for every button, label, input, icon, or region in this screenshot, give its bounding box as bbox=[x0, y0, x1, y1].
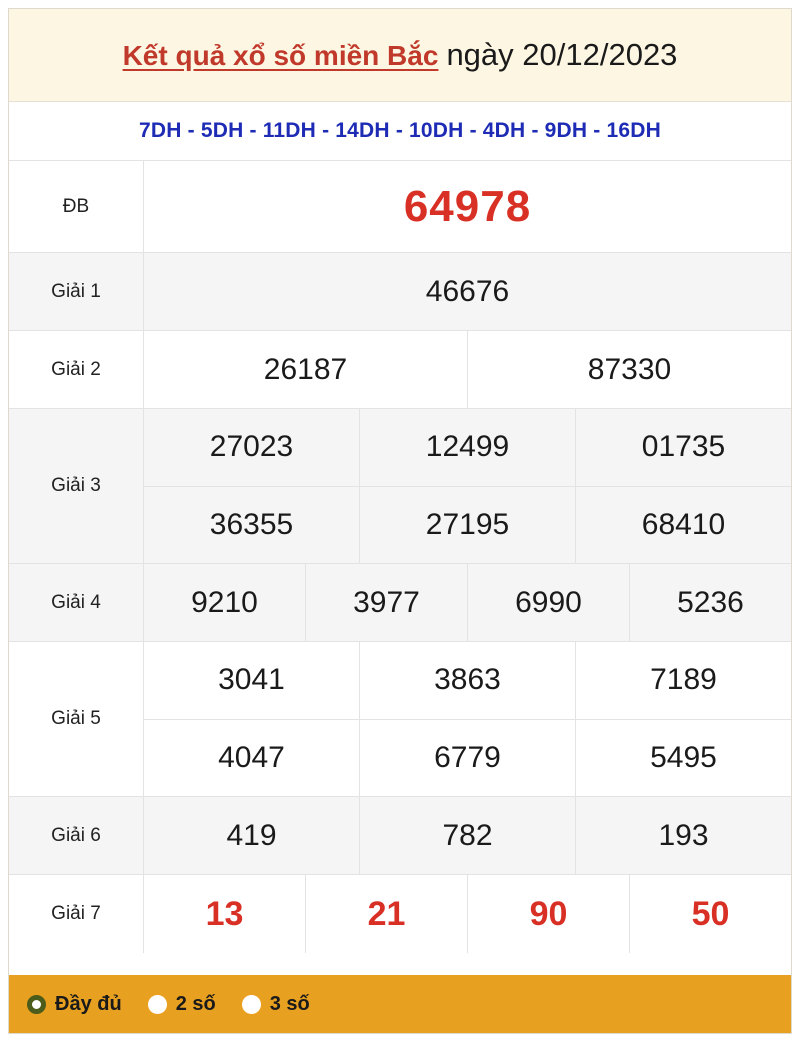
prize-number: 27023 bbox=[144, 409, 360, 486]
results-table bbox=[9, 161, 791, 975]
prize-number: 46676 bbox=[425, 274, 510, 308]
prize-values-g5 bbox=[144, 642, 791, 796]
prize-label-g1: Giải 1 bbox=[9, 253, 144, 330]
prize-number: 3863 bbox=[360, 642, 576, 719]
table-row-db bbox=[9, 161, 791, 253]
prize-number: 419 bbox=[144, 797, 360, 874]
prize-number: 64978 bbox=[403, 181, 532, 231]
prize-number: 12499 bbox=[360, 409, 576, 486]
prize-number: 5236 bbox=[677, 585, 744, 619]
prize-values-g7 bbox=[144, 875, 791, 953]
option-2-digits[interactable] bbox=[148, 993, 216, 1016]
prize-number: 7189 bbox=[650, 663, 717, 697]
province-codes-row: 7DH - 5DH - 11DH - 14DH - 10DH - 4DH - 9DH - 16DH bbox=[9, 102, 791, 161]
prize-number: 193 bbox=[658, 818, 709, 852]
prize-number: 13 bbox=[144, 875, 306, 953]
table-row-g3 bbox=[9, 409, 791, 564]
prize-label-g3: Giải 3 bbox=[9, 409, 144, 563]
prize-number: 4047 bbox=[144, 720, 360, 797]
lottery-result-card bbox=[8, 8, 792, 1034]
option-3-digits[interactable] bbox=[242, 993, 310, 1016]
header-title-group bbox=[123, 37, 678, 73]
option-full[interactable] bbox=[27, 993, 122, 1016]
prize-number: 3041 bbox=[144, 642, 360, 719]
prize-number: 21 bbox=[306, 875, 468, 953]
table-row-g2 bbox=[9, 331, 791, 409]
prize-number: 01735 bbox=[641, 430, 726, 464]
prize-number: 90 bbox=[468, 875, 630, 953]
prize-number: 6779 bbox=[360, 720, 576, 797]
radio-unselected-icon[interactable] bbox=[242, 995, 261, 1014]
prize-number: 36355 bbox=[144, 487, 360, 564]
prize-label-db: ĐB bbox=[9, 161, 144, 252]
display-mode-options bbox=[9, 975, 791, 1033]
prize-values-g2 bbox=[144, 331, 791, 408]
option-label: 2 số bbox=[175, 992, 216, 1015]
prize-number: 6990 bbox=[468, 564, 630, 641]
prize-values-g1 bbox=[144, 253, 791, 330]
prize-number: 26187 bbox=[144, 331, 468, 408]
prize-label-g6: Giải 6 bbox=[9, 797, 144, 874]
prize-values-g6 bbox=[144, 797, 791, 874]
prize-number: 68410 bbox=[641, 507, 726, 541]
prize-values-g4 bbox=[144, 564, 791, 641]
prize-number: 9210 bbox=[144, 564, 306, 641]
prize-label-g2: Giải 2 bbox=[9, 331, 144, 408]
prize-number: 782 bbox=[360, 797, 576, 874]
table-row-g7 bbox=[9, 875, 791, 953]
result-header bbox=[9, 9, 791, 102]
prize-label-g5: Giải 5 bbox=[9, 642, 144, 796]
radio-selected-icon[interactable] bbox=[27, 995, 46, 1014]
table-row-g5 bbox=[9, 642, 791, 797]
prize-number: 50 bbox=[691, 894, 730, 933]
prize-values-db bbox=[144, 161, 791, 252]
table-row-g1 bbox=[9, 253, 791, 331]
prize-label-g7: Giải 7 bbox=[9, 875, 144, 953]
table-row-g6 bbox=[9, 797, 791, 875]
prize-values-g3 bbox=[144, 409, 791, 563]
table-row-g4 bbox=[9, 564, 791, 642]
prize-number: 5495 bbox=[650, 740, 717, 774]
option-label: Đầy đủ bbox=[55, 992, 122, 1015]
result-date: ngày 20/12/2023 bbox=[446, 37, 678, 72]
prize-number: 87330 bbox=[587, 352, 672, 386]
radio-unselected-icon[interactable] bbox=[148, 995, 167, 1014]
result-title-link[interactable]: Kết quả xổ số miền Bắc bbox=[122, 40, 439, 71]
option-label: 3 số bbox=[269, 992, 310, 1015]
prize-number: 27195 bbox=[360, 487, 576, 564]
prize-number: 3977 bbox=[306, 564, 468, 641]
prize-label-g4: Giải 4 bbox=[9, 564, 144, 641]
